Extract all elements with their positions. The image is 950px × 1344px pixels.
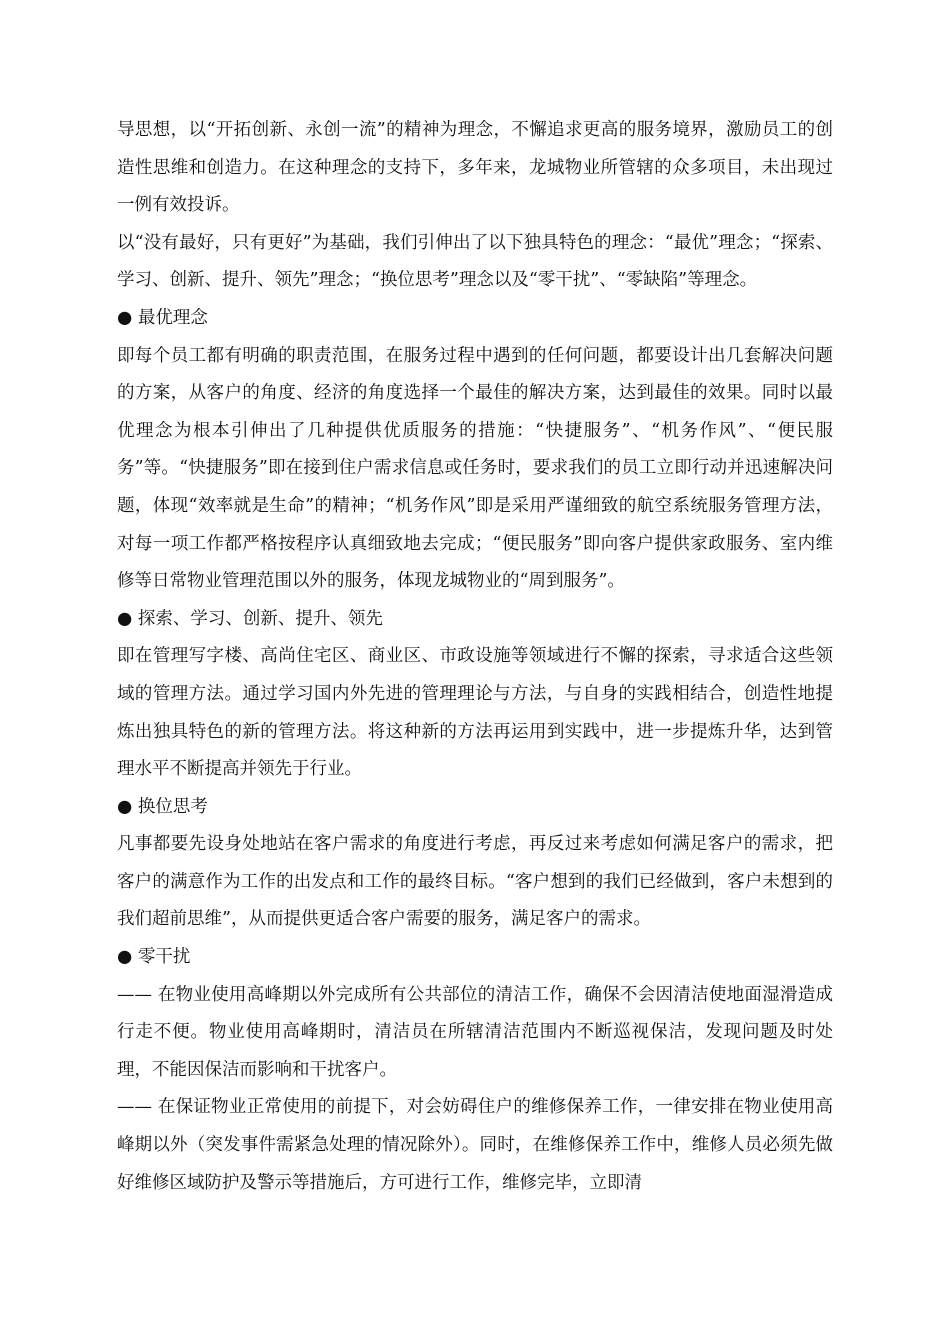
heading-empathy-thinking: ● 换位思考 [117,796,208,817]
paragraph-zero-interference-maintenance: —— 在保证物业正常使用的前提下，对会妨碍住户的维修保养工作，一律安排在物业使用高峰期以外（突发事件需紧急处理的情况除外）。同时，在维修保养工作中，维修人员必须先做好维修区域防护及警示等措施后，方可进行工作，维修完毕，立即清 [117,1097,833,1193]
paragraph-guiding-thought: 导思想，以“开拓创新、永创一流”的精神为理念，不懈追求更高的服务境界，激励员工的创造性思维和创造力。在这种理念的支持下，多年来，龙城物业所管辖的众多项目，未出现过一例有效投诉。 [117,120,833,216]
paragraph-optimal-concept: 即每个员工都有明确的职责范围，在服务过程中遇到的任何问题，都要设计出几套解决问题的方案，从客户的角度、经济的角度选择一个最佳的解决方案，达到最佳的效果。同时以最优理念为根本引伸出了几种提供优质服务的措施：“快捷服务”、“机务作风”、“便民服务”等。“快捷服务”即在接到住户需求信息或任务时，要求我们的员工立即行动并迅速解决问题，体现“效率就是生命”的精神；“机务作风”即是采用严谨细致的航空系统服务管理方法，对每一项工作都严格按程序认真细致地去完成；“便民服务”即向客户提供家政服务、室内维修等日常物业管理范围以外的服务，体现龙城物业的“周到服务”。 [117,345,833,592]
paragraph-explore-learn-innovate: 即在管理写字楼、高尚住宅区、商业区、市政设施等领域进行不懈的探索，寻求适合这些领域的管理方法。通过学习国内外先进的管理理论与方法，与自身的实践相结合，创造性地提炼出独具特色的新的管理方法。将这种新的方法再运用到实践中，进一步提炼升华，达到管理水平不断提高并领先于行业。 [117,646,833,780]
heading-zero-interference: ● 零干扰 [117,947,191,968]
heading-explore-learn-innovate: ● 探索、学习、创新、提升、领先 [117,608,383,629]
paragraph-philosophy-intro: 以“没有最好，只有更好”为基础，我们引伸出了以下独具特色的理念：“最优”理念；“探索、学习、创新、提升、领先”理念；“换位思考”理念以及“零干扰”、“零缺陷”等理念。 [117,232,833,291]
document-body [117,112,833,1202]
paragraph-zero-interference-cleaning: —— 在物业使用高峰期以外完成所有公共部位的清洁工作，确保不会因清洁使地面湿滑造成行走不便。物业使用高峰期时，清洁员在所辖清洁范围内不断巡视保洁，发现问题及时处理，不能因保洁而影响和干扰客户。 [117,984,833,1080]
heading-optimal-concept: ● 最优理念 [117,307,208,328]
paragraph-empathy-thinking: 凡事都要先设身处地站在客户需求的角度进行考虑，再反过来考虑如何满足客户的需求，把客户的满意作为工作的出发点和工作的最终目标。“客户想到的我们已经做到，客户未想到的我们超前思维”，从而提供更适合客户需要的服务，满足客户的需求。 [117,834,833,930]
